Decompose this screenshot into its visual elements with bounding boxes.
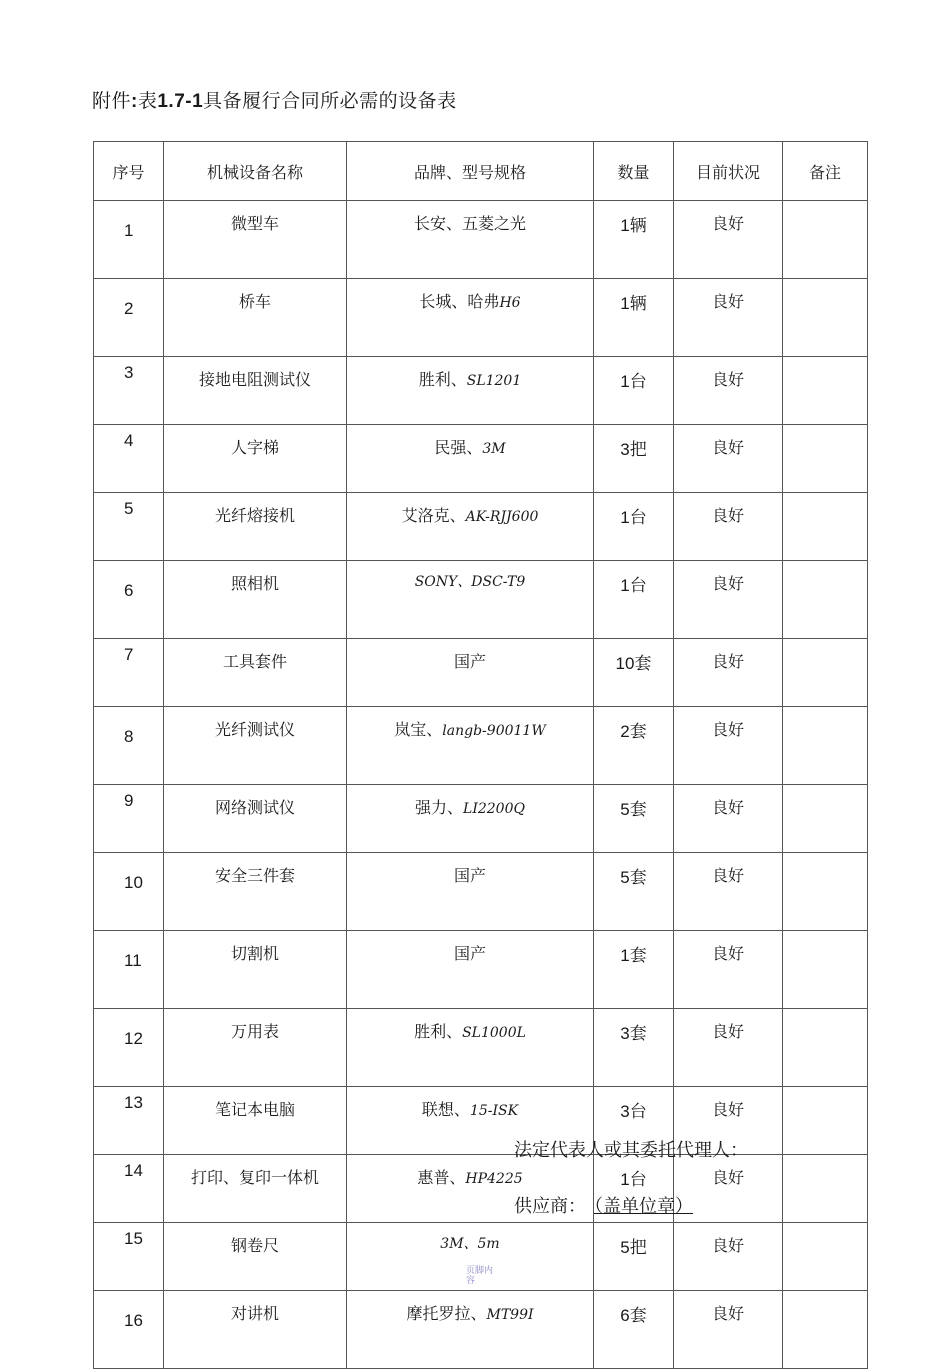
status: 良好 [674,1087,783,1155]
quantity: 5套 [594,853,674,931]
table-row [94,493,868,561]
equipment-name: 安全三件套 [164,853,347,931]
brand-model [347,561,594,639]
note [783,1223,868,1291]
row-number: 3 [94,357,164,425]
brand-text: 岚宝、 [394,720,443,739]
brand-model [347,357,594,425]
page-footer: 页脚内容 [466,1266,494,1286]
note [783,853,868,931]
quantity: 1台 [594,1155,674,1223]
title-colon: : [131,91,138,112]
row-number: 15 [94,1223,164,1291]
brand-model [347,1009,594,1087]
model-text: SL1000L [462,1025,526,1041]
brand-text: 艾洛克、 [401,506,466,525]
quantity: 1台 [594,561,674,639]
header-cell: 目前状况 [674,142,783,201]
status: 良好 [674,1009,783,1087]
status: 良好 [674,853,783,931]
equipment-table [93,141,868,1369]
brand-text: 国产 [453,944,486,963]
brand-text: 摩托罗拉、 [406,1304,487,1323]
status: 良好 [674,1155,783,1223]
quantity: 5套 [594,785,674,853]
quantity: 2套 [594,707,674,785]
status: 良好 [674,279,783,357]
quantity: 1台 [594,493,674,561]
brand-text: 惠普、 [417,1168,466,1187]
quantity: 10套 [594,639,674,707]
brand-text: 胜利、 [414,1022,463,1041]
row-number: 6 [94,561,164,639]
title-table-word: 表 [137,90,158,112]
brand-text: 胜利、 [418,370,467,389]
title-prefix: 附件 [92,90,132,112]
table-row [94,357,868,425]
row-number: 11 [94,931,164,1009]
equipment-name: 光纤测试仪 [164,707,347,785]
equipment-name: 接地电阻测试仪 [164,357,347,425]
brand-text: 联想、 [421,1100,470,1119]
brand-text: 国产 [453,652,486,671]
row-number: 7 [94,639,164,707]
equipment-name: 微型车 [164,201,347,279]
status: 良好 [674,201,783,279]
equipment-name: 人字梯 [164,425,347,493]
table-row [94,707,868,785]
representative-line: 法定代表人或其委托代理人： [514,1140,748,1161]
equipment-name: 万用表 [164,1009,347,1087]
header-cell: 机械设备名称 [164,142,347,201]
note [783,279,868,357]
table-row [94,1009,868,1087]
title-number: 1.7-1 [157,91,204,112]
seal-placeholder: （盖单位章） [594,1196,693,1217]
model-text: H6 [499,295,521,311]
note [783,931,868,1009]
note [783,493,868,561]
status: 良好 [674,639,783,707]
model-text: HP4225 [465,1171,523,1187]
table-row [94,931,868,1009]
model-text: SONY、DSC-T9 [414,574,526,590]
brand-model [347,707,594,785]
quantity: 6套 [594,1291,674,1369]
quantity: 3把 [594,425,674,493]
note [783,425,868,493]
brand-model [347,853,594,931]
status: 良好 [674,707,783,785]
brand-text: 长安、五菱之光 [413,214,526,233]
note [783,201,868,279]
table-row [94,639,868,707]
brand-model [347,1291,594,1369]
header-cell: 品牌、型号规格 [347,142,594,201]
brand-text: 民强、 [434,438,483,457]
equipment-name: 桥车 [164,279,347,357]
table-row [94,853,868,931]
quantity: 1辆 [594,279,674,357]
equipment-name: 网络测试仪 [164,785,347,853]
brand-model [347,639,594,707]
status: 良好 [674,1291,783,1369]
status: 良好 [674,785,783,853]
model-text: 3M [482,441,506,457]
equipment-name: 笔记本电脑 [164,1087,347,1155]
quantity: 3台 [594,1087,674,1155]
brand-text: 长城、哈弗 [419,292,500,311]
table-row [94,1087,868,1155]
brand-text: 强力、 [415,798,464,817]
quantity: 1台 [594,357,674,425]
model-text: AK-RJJ600 [465,509,539,525]
table-row [94,785,868,853]
equipment-name: 钢卷尺 [164,1223,347,1291]
model-text: 3M、5m [440,1236,500,1252]
status: 良好 [674,1223,783,1291]
table-row [94,1291,868,1369]
note [783,1009,868,1087]
supplier-label: 供应商： [514,1196,586,1217]
header-cell: 备注 [783,142,868,201]
note [783,707,868,785]
row-number: 10 [94,853,164,931]
note [783,1087,868,1155]
table-row [94,201,868,279]
status: 良好 [674,493,783,561]
brand-text: 国产 [453,866,486,885]
note [783,561,868,639]
status: 良好 [674,561,783,639]
header-cell: 数量 [594,142,674,201]
brand-model [347,785,594,853]
header-cell: 序号 [94,142,164,201]
brand-model [347,279,594,357]
table-row [94,561,868,639]
status: 良好 [674,357,783,425]
equipment-name: 工具套件 [164,639,347,707]
note [783,1155,868,1223]
equipment-name: 照相机 [164,561,347,639]
row-number: 9 [94,785,164,853]
brand-model [347,201,594,279]
note [783,1291,868,1369]
row-number: 2 [94,279,164,357]
brand-model [347,931,594,1009]
equipment-name: 切割机 [164,931,347,1009]
table-row [94,425,868,493]
table-row [94,279,868,357]
row-number: 4 [94,425,164,493]
supplier-line [514,1192,693,1218]
status: 良好 [674,425,783,493]
model-text: 15-ISK [469,1103,519,1119]
quantity: 1套 [594,931,674,1009]
equipment-name: 光纤熔接机 [164,493,347,561]
note [783,357,868,425]
row-number: 5 [94,493,164,561]
brand-model [347,425,594,493]
document-title [92,86,457,113]
row-number: 14 [94,1155,164,1223]
title-text: 具备履行合同所必需的设备表 [203,90,457,112]
table-header-row [94,142,868,201]
note [783,785,868,853]
quantity: 1辆 [594,201,674,279]
status: 良好 [674,931,783,1009]
quantity: 3套 [594,1009,674,1087]
note [783,639,868,707]
model-text: langb-90011W [442,723,546,739]
equipment-name: 打印、复印一体机 [164,1155,347,1223]
equipment-name: 对讲机 [164,1291,347,1369]
row-number: 1 [94,201,164,279]
table-row [94,1155,868,1223]
row-number: 13 [94,1087,164,1155]
brand-model [347,493,594,561]
row-number: 16 [94,1291,164,1369]
model-text: MT99I [486,1307,534,1323]
row-number: 12 [94,1009,164,1087]
quantity: 5把 [594,1223,674,1291]
row-number: 8 [94,707,164,785]
model-text: LI2200Q [463,801,525,817]
model-text: SL1201 [466,373,522,389]
